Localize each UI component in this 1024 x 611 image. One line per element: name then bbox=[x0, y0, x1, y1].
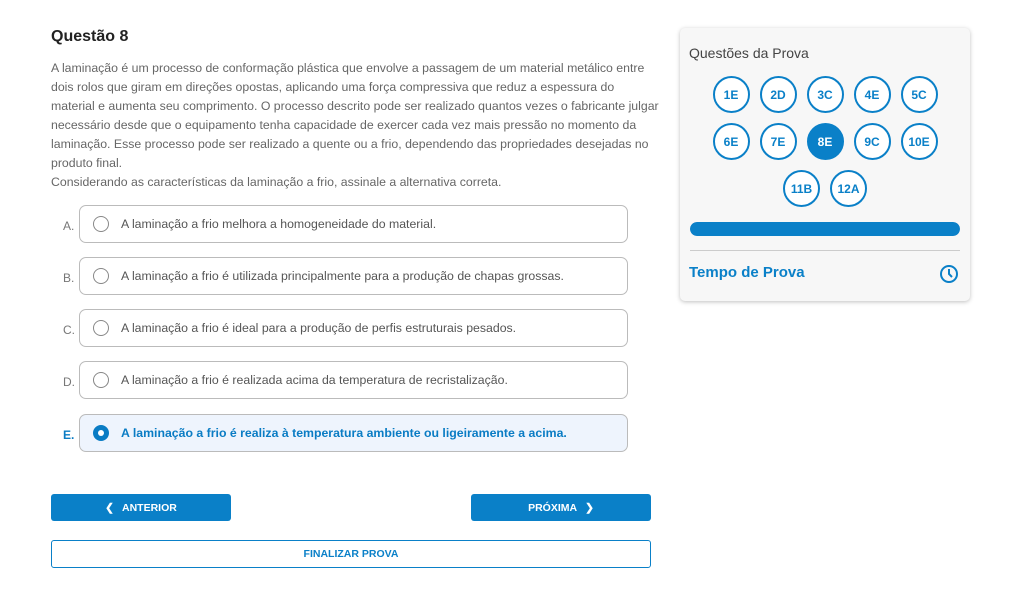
timer-label: Tempo de Prova bbox=[689, 264, 805, 281]
question-row bbox=[680, 123, 970, 160]
question-grid bbox=[680, 76, 970, 217]
option-c[interactable] bbox=[79, 309, 628, 347]
chevron-left-icon: ❮ bbox=[105, 501, 114, 514]
question-bubble[interactable]: 2D bbox=[760, 76, 797, 113]
question-title: Questão 8 bbox=[51, 28, 129, 45]
radio-icon[interactable] bbox=[93, 320, 109, 336]
radio-icon[interactable] bbox=[93, 372, 109, 388]
question-bubble[interactable]: 8E bbox=[807, 123, 844, 160]
option-letter: E. bbox=[63, 428, 75, 442]
option-letter: B. bbox=[63, 271, 75, 285]
progress-bar bbox=[690, 222, 960, 236]
chevron-right-icon: ❯ bbox=[585, 501, 594, 514]
option-text: A laminação a frio melhora a homogeneidade do material. bbox=[121, 217, 437, 231]
question-bubble[interactable]: 9C bbox=[854, 123, 891, 160]
radio-icon[interactable] bbox=[93, 425, 109, 441]
divider bbox=[690, 250, 960, 251]
question-bubble[interactable]: 11B bbox=[783, 170, 820, 207]
question-bubble[interactable]: 3C bbox=[807, 76, 844, 113]
question-bubble[interactable]: 7E bbox=[760, 123, 797, 160]
statement-text: A laminação é um processo de conformação plástica que envolve a passagem de um material metálico entre dois rolos que giram em direções opostas, aplicando uma força compressiva que reduz a espessura do material e aumenta seu comprimento. O processo descrito pode ser realizado quantos vezes o fabricante julgar necessário desde que o equipamento tenha capacidade de exercer cada vez mais pressão no momento da laminação. Esse processo pode ser realizado a quente ou a frio, dependendo das propriedades desejadas no produto final. bbox=[51, 61, 659, 170]
option-text: A laminação a frio é realizada acima da temperatura de recristalização. bbox=[121, 373, 508, 387]
clock-icon[interactable] bbox=[939, 264, 959, 284]
question-bubble[interactable]: 5C bbox=[901, 76, 938, 113]
option-letter: C. bbox=[63, 323, 75, 337]
previous-label: ANTERIOR bbox=[121, 501, 177, 514]
previous-button[interactable] bbox=[51, 494, 231, 521]
option-letter: D. bbox=[63, 375, 75, 389]
panel-title: Questões da Prova bbox=[689, 45, 809, 61]
option-letter: A. bbox=[63, 219, 75, 233]
question-statement bbox=[51, 59, 661, 192]
question-row bbox=[680, 76, 970, 113]
question-row bbox=[680, 170, 970, 207]
exam-questions-panel bbox=[680, 28, 970, 301]
radio-icon[interactable] bbox=[93, 216, 109, 232]
progress-fill bbox=[690, 222, 960, 236]
radio-icon[interactable] bbox=[93, 268, 109, 284]
question-bubble[interactable]: 10E bbox=[901, 123, 938, 160]
option-e[interactable] bbox=[79, 414, 628, 452]
option-a[interactable] bbox=[79, 205, 628, 243]
option-b[interactable] bbox=[79, 257, 628, 295]
question-bubble[interactable]: 12A bbox=[830, 170, 867, 207]
next-button[interactable] bbox=[471, 494, 651, 521]
option-text: A laminação a frio é ideal para a produção de perfis estruturais pesados. bbox=[121, 321, 517, 335]
question-bubble[interactable]: 6E bbox=[713, 123, 750, 160]
question-bubble[interactable]: 4E bbox=[854, 76, 891, 113]
option-d[interactable] bbox=[79, 361, 628, 399]
finish-exam-button[interactable]: FINALIZAR PROVA bbox=[51, 540, 651, 568]
next-label: PRÓXIMA bbox=[528, 501, 578, 514]
question-bubble[interactable]: 1E bbox=[713, 76, 750, 113]
option-text: A laminação a frio é utilizada principalmente para a produção de chapas grossas. bbox=[121, 269, 564, 283]
option-text: A laminação a frio é realiza à temperatura ambiente ou ligeiramente a acima. bbox=[121, 426, 567, 440]
statement-instruction: Considerando as características da laminação a frio, assinale a alternativa correta. bbox=[51, 175, 502, 189]
